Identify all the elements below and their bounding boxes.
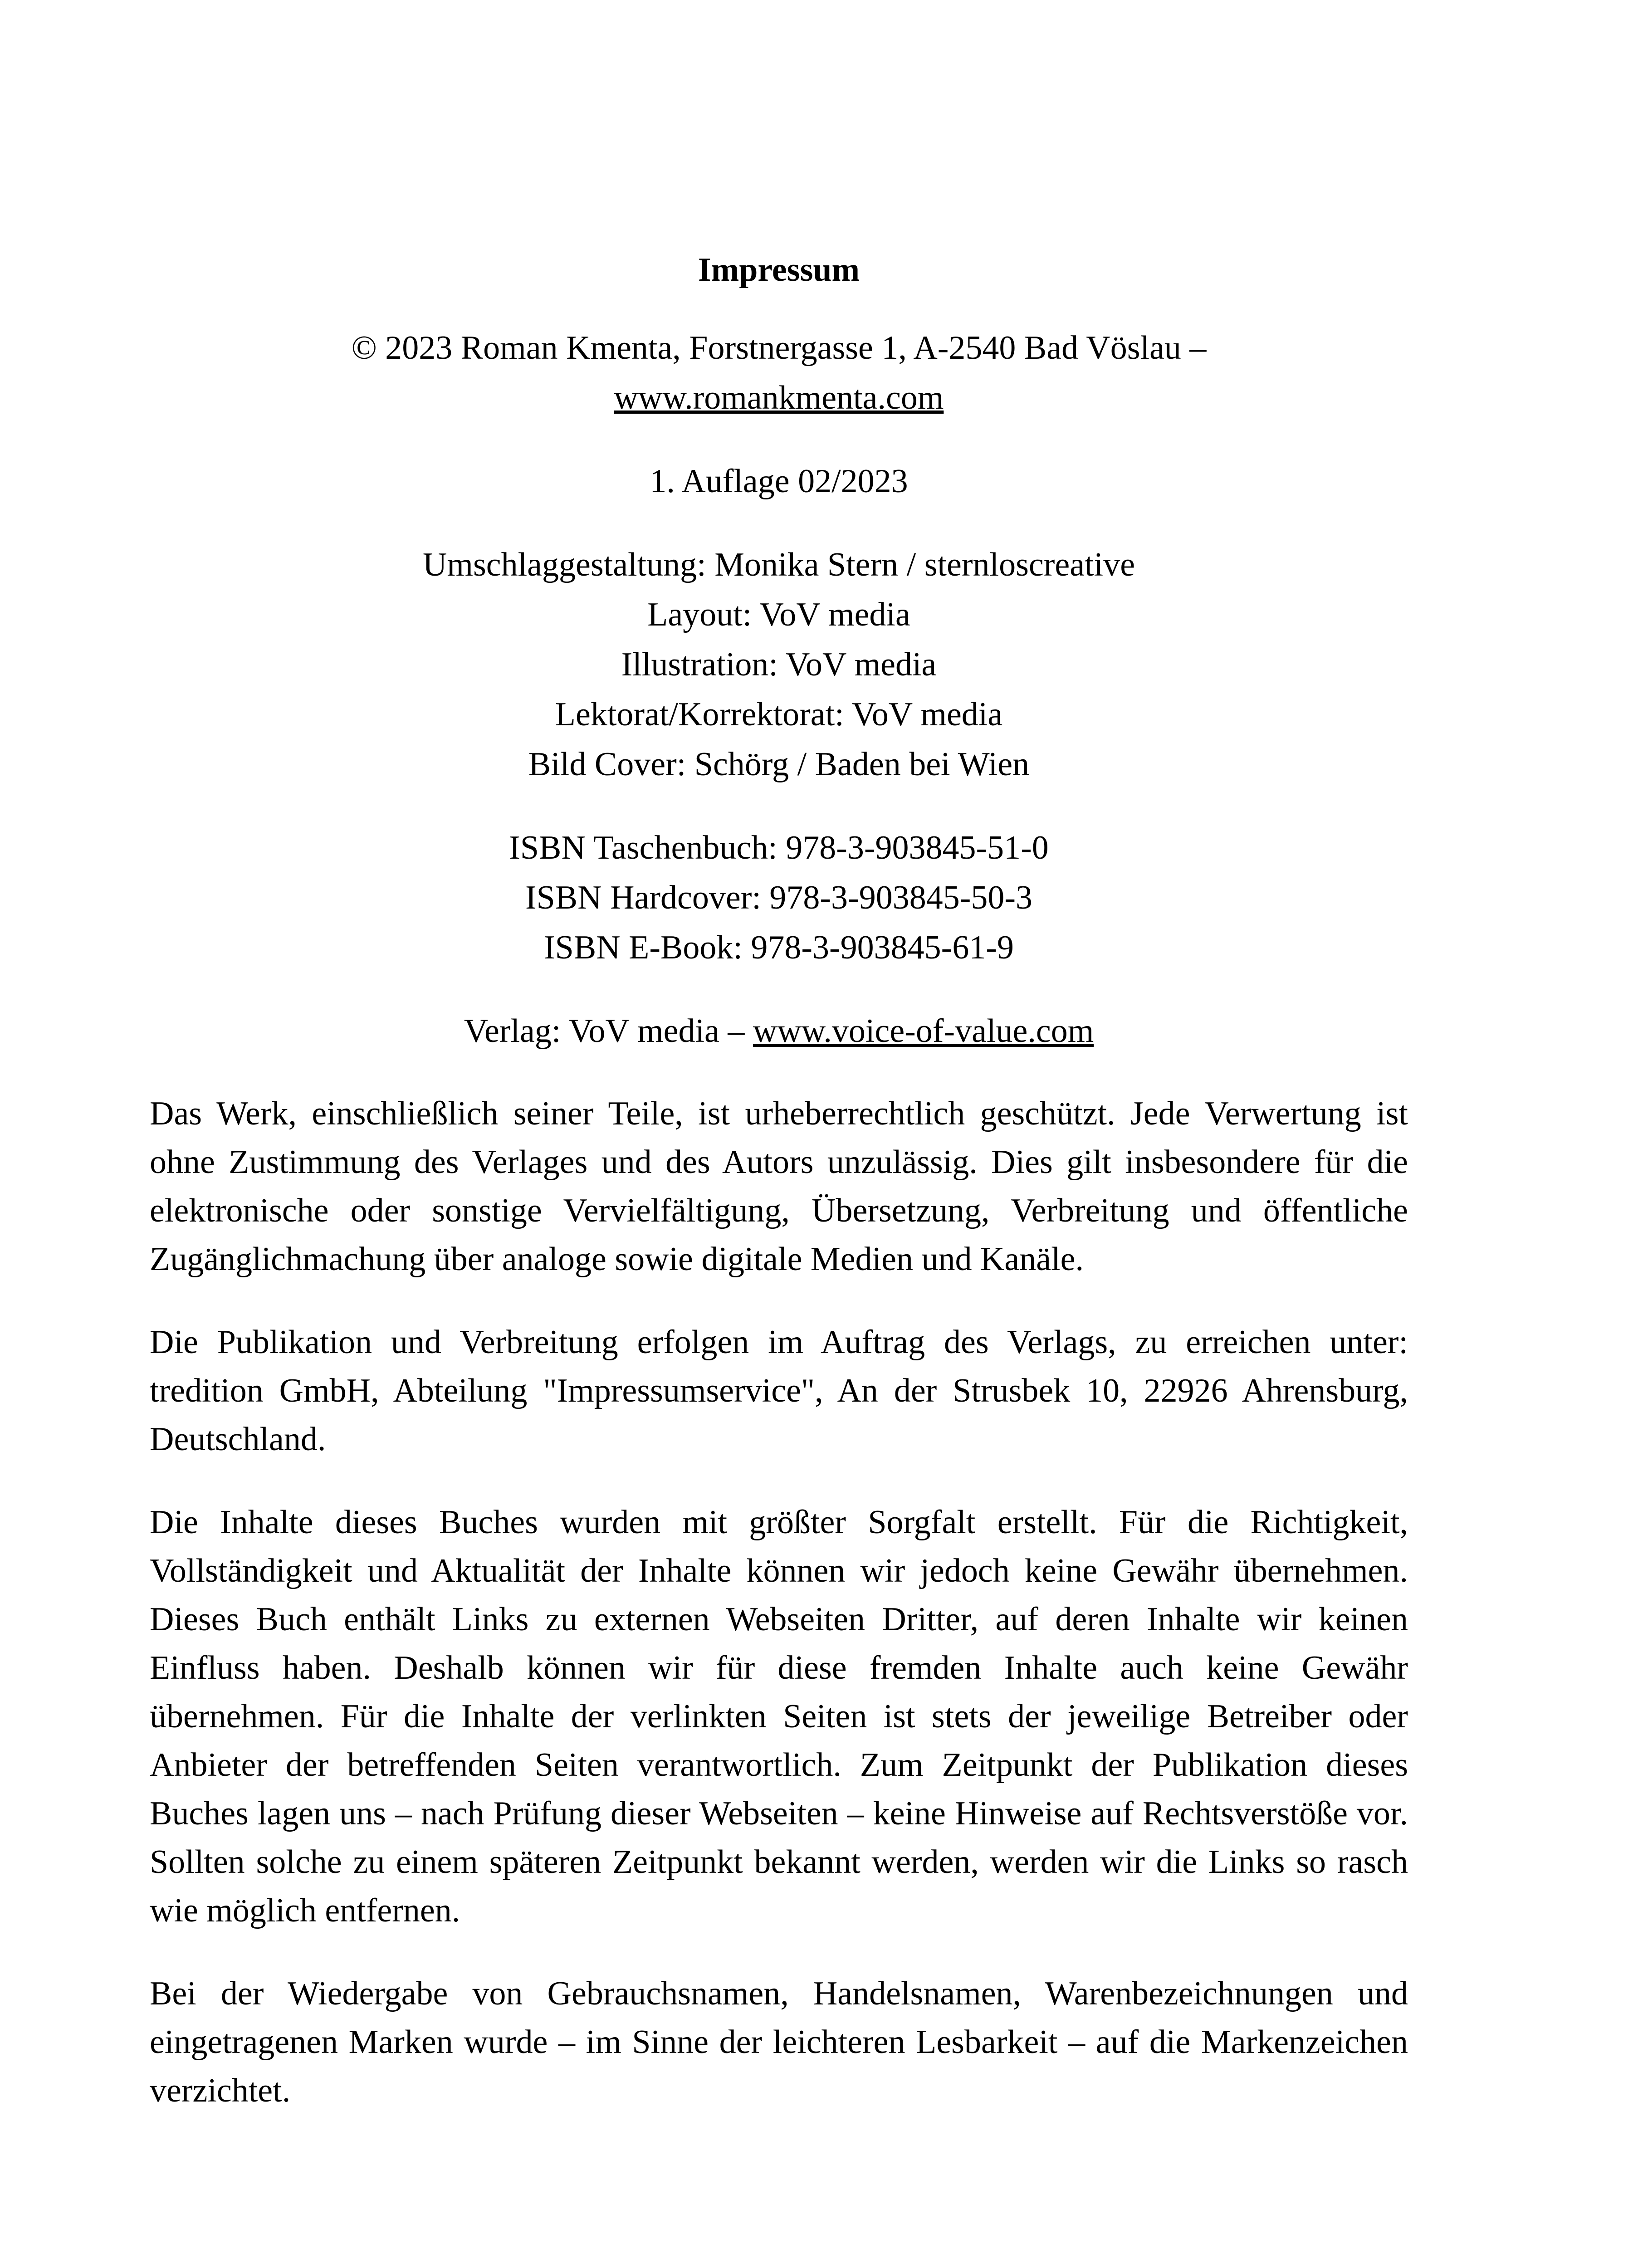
trademark-paragraph: Bei der Wiedergabe von Gebrauchsnamen, Handelsnamen, Warenbezeichnungen und eingetragenen Marken wurde – im Sinne der leichteren Lesbarkeit – auf die Markenzeichen verzichtet. xyxy=(150,1975,1408,2109)
edition-line: 1. Auflage 02/2023 xyxy=(650,463,908,500)
publisher-website-link[interactable]: www.voice-of-value.com xyxy=(753,1012,1094,1050)
isbn-ebook: ISBN E-Book: 978-3-903845-61-9 xyxy=(544,929,1014,966)
isbn-paperback: ISBN Taschenbuch: 978-3-903845-51-0 xyxy=(509,829,1049,866)
distribution-paragraph: Die Publikation und Verbreitung erfolgen im Auftrag des Verlags, zu erreichen unter: tredition GmbH, Abteilung "Impressumservice", An der Strusbek 10, 22926 Ahrensburg, Deutschland. xyxy=(150,1324,1408,1458)
credit-editing: Lektorat/Korrektorat: VoV media xyxy=(555,696,1003,733)
copyright-notice-paragraph: Das Werk, einschließlich seiner Teile, ist urheberrechtlich geschützt. Jede Verwertung ist ohne Zustimmung des Verlages und des Autors unzulässig. Dies gilt insbesondere für die elektronische oder sonstige Vervielfältigung, Übersetzung, Verbreitung und öffentliche Zugänglichmachung über analoge sowie digitale Medien und Kanäle. xyxy=(150,1095,1408,1278)
credit-layout: Layout: VoV media xyxy=(647,596,910,633)
isbn-block xyxy=(150,823,1408,973)
disclaimer-paragraph: Die Inhalte dieses Buches wurden mit größter Sorgfalt erstellt. Für die Richtigkeit, Vollständigkeit und Aktualität der Inhalte können wir jedoch keine Gewähr übernehmen. Dieses Buch enthält Links zu externen Webseiten Dritter, auf deren Inhalte wir keinen Einfluss haben. Deshalb können wir für diese fremden Inhalte auch keine Gewähr übernehmen. Für die Inhalte der verlinkten Seiten ist stets der jeweilige Betreiber oder Anbieter der betreffenden Seiten verantwortlich. Zum Zeitpunkt der Publikation dieses Buches lagen uns – nach Prüfung dieser Webseiten – keine Hinweise auf Rechtsverstöße vor. Sollten solche zu einem späteren Zeitpunkt bekannt werden, werden wir die Links so rasch wie möglich entfernen. xyxy=(150,1504,1408,1929)
publisher-label: Verlag: VoV media – xyxy=(464,1012,753,1050)
publisher-block xyxy=(150,1006,1408,1056)
impressum-page xyxy=(150,245,1408,2150)
credit-cover-image: Bild Cover: Schörg / Baden bei Wien xyxy=(528,746,1030,783)
credit-cover-design: Umschlaggestaltung: Monika Stern / sternloscreative xyxy=(422,546,1135,583)
edition-block xyxy=(150,456,1408,506)
author-website-line xyxy=(150,373,1408,423)
copyright-line: © 2023 Roman Kmenta, Forstnergasse 1, A-2540 Bad Vöslau – xyxy=(351,329,1207,367)
page-title: Impressum xyxy=(698,251,860,288)
isbn-hardcover: ISBN Hardcover: 978-3-903845-50-3 xyxy=(525,879,1032,916)
credits-block xyxy=(150,540,1408,789)
credit-illustration: Illustration: VoV media xyxy=(621,646,937,683)
author-website-link[interactable]: www.romankmenta.com xyxy=(614,379,944,416)
publisher-line xyxy=(150,1006,1408,1056)
copyright-block xyxy=(150,323,1408,423)
